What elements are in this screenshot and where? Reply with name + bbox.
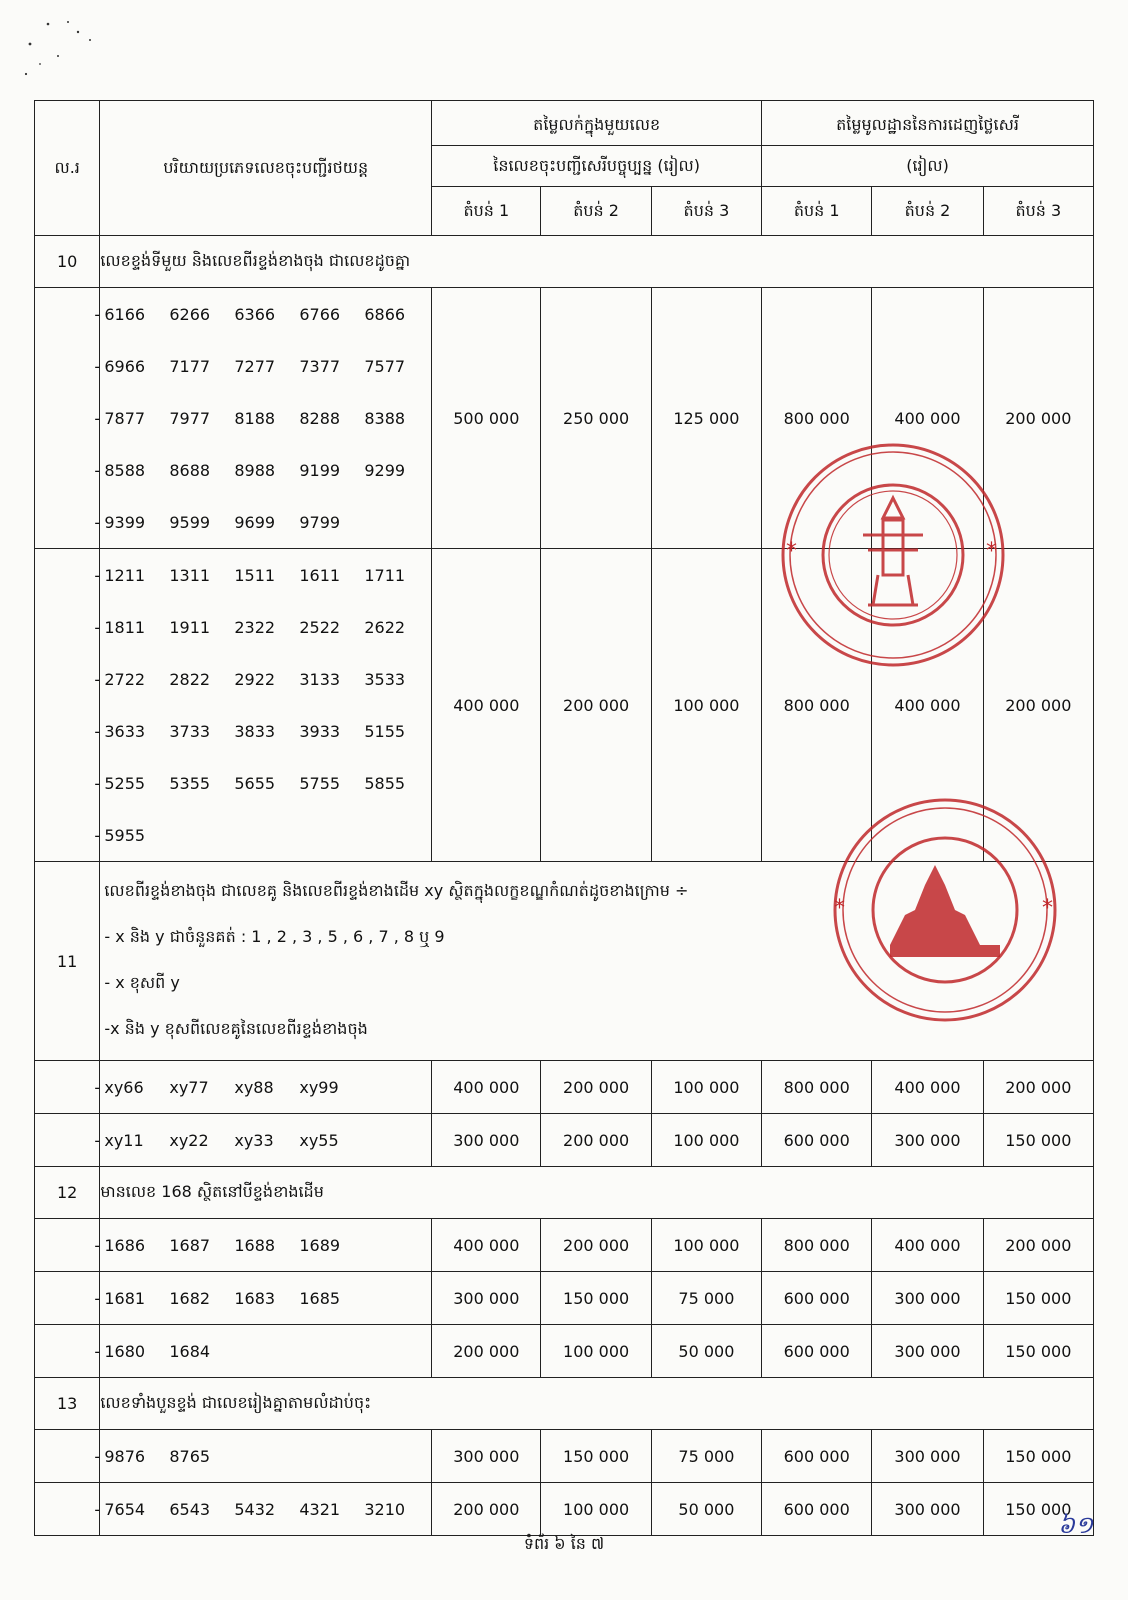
price-cell: 300 000 — [872, 1272, 983, 1325]
price-cell: 150 000 — [541, 1272, 651, 1325]
empty-index-cell — [35, 1061, 100, 1114]
plate-number: 1711 — [364, 565, 406, 585]
plate-number-line — [94, 496, 431, 548]
empty-index-cell — [35, 1483, 100, 1536]
plate-number: 9799 — [299, 512, 341, 532]
price-cell: 600 000 — [762, 1272, 872, 1325]
plate-number: 6866 — [364, 304, 406, 324]
plate-numbers-cell — [94, 1325, 432, 1378]
plate-number: 1211 — [104, 565, 146, 585]
plate-number: 1511 — [234, 565, 276, 585]
plate-number-line — [94, 1430, 431, 1482]
plate-number: 2722 — [104, 669, 146, 689]
plate-number: 7654 — [104, 1499, 146, 1519]
plate-block-row — [35, 549, 1094, 862]
plate-number: 8765 — [169, 1446, 211, 1466]
plate-number-line — [94, 757, 431, 809]
price-cell: 600 000 — [762, 1114, 872, 1167]
plate-number: 5432 — [234, 1499, 276, 1519]
plate-numbers-cell — [94, 1272, 432, 1325]
plate-number: 1685 — [299, 1288, 341, 1308]
list-dash: - — [94, 773, 101, 793]
plate-number: 6366 — [234, 304, 276, 324]
list-dash: - — [94, 1130, 101, 1150]
plate-number: 5755 — [299, 773, 341, 793]
plate-numbers-cell — [94, 549, 432, 862]
price-cell: 50 000 — [651, 1325, 761, 1378]
plate-numbers-cell — [94, 1219, 432, 1272]
group-number: 10 — [35, 236, 100, 288]
header-description: បរិយាយប្រភេទលេខចុះបញ្ជីរថយន្ត — [100, 101, 432, 236]
price-cell: 100 000 — [651, 1114, 761, 1167]
plate-number: 1689 — [299, 1235, 341, 1255]
price-cell: 50 000 — [651, 1483, 761, 1536]
group-conditions — [100, 862, 1094, 1061]
price-cell: 600 000 — [762, 1483, 872, 1536]
price-cell: 250 000 — [541, 288, 651, 549]
plate-numbers-cell — [94, 288, 432, 549]
header-current-price — [432, 101, 762, 146]
list-dash: - — [94, 669, 101, 689]
plate-number: 2922 — [234, 669, 276, 689]
plate-row — [35, 1325, 1094, 1378]
plate-number-line — [94, 444, 431, 496]
scan-specks — [18, 14, 108, 88]
plate-number: 6966 — [104, 356, 146, 376]
plate-number-line — [94, 1219, 431, 1271]
plate-number: xy66 — [104, 1077, 144, 1097]
group-header-row — [35, 236, 1094, 288]
price-cell: 500 000 — [432, 288, 541, 549]
plate-number: 9399 — [104, 512, 146, 532]
group-title: មានលេខ 168 ស្ថិតនៅបីខ្ទង់ខាងដើម — [100, 1167, 1094, 1219]
conditions-text — [100, 862, 1093, 1060]
plate-number: xy55 — [299, 1130, 339, 1150]
price-cell: 150 000 — [541, 1430, 651, 1483]
condition-line: - x និង y ជាចំនួនគត់ : 1 , 2 , 3 , 5 , 6 , 7 , 8 ឬ 9 — [104, 927, 445, 946]
price-cell: 200 000 — [983, 549, 1093, 862]
group-header-row — [35, 1378, 1094, 1430]
price-cell: 300 000 — [432, 1272, 541, 1325]
plate-number: 1686 — [104, 1235, 146, 1255]
plate-number: 9299 — [364, 460, 406, 480]
zone-header: តំបន់ 1 — [762, 187, 872, 236]
plate-number: 8288 — [299, 408, 341, 428]
list-dash: - — [94, 1341, 101, 1361]
scan-specks-svg — [18, 14, 108, 84]
empty-index-cell — [35, 1325, 100, 1378]
seal-star-left: * — [834, 896, 845, 921]
plate-number: 4321 — [299, 1499, 341, 1519]
handwritten-mark: ៦១ — [1058, 1511, 1094, 1539]
price-cell: 100 000 — [651, 1219, 761, 1272]
plate-number: 1611 — [299, 565, 341, 585]
price-cell: 400 000 — [872, 1219, 983, 1272]
price-cell: 300 000 — [872, 1114, 983, 1167]
plate-number-line — [94, 1114, 431, 1166]
plate-number: 1311 — [169, 565, 211, 585]
plate-numbers-cell — [94, 1114, 432, 1167]
plate-number: 1687 — [169, 1235, 211, 1255]
price-cell: 200 000 — [541, 1114, 651, 1167]
empty-index-cell — [35, 1430, 100, 1483]
plate-number-line — [94, 705, 431, 757]
plate-numbers-cell — [94, 1430, 432, 1483]
plate-number: 3633 — [104, 721, 146, 741]
plate-number-line — [94, 1325, 431, 1377]
price-cell: 100 000 — [651, 1061, 761, 1114]
plate-number: xy99 — [299, 1077, 339, 1097]
price-cell: 300 000 — [432, 1114, 541, 1167]
list-dash: - — [94, 512, 101, 532]
plate-number-line — [94, 1061, 431, 1113]
plate-number-line — [94, 392, 431, 444]
plate-number: 9599 — [169, 512, 211, 532]
list-dash: - — [94, 356, 101, 376]
plate-number: 8588 — [104, 460, 146, 480]
list-dash: - — [94, 1288, 101, 1308]
plate-number-line — [94, 809, 431, 861]
price-cell: 800 000 — [762, 1061, 872, 1114]
plate-number: 7577 — [364, 356, 406, 376]
plate-number: 2622 — [364, 617, 406, 637]
zone-header: តំបន់ 3 — [983, 187, 1093, 236]
header-auction-price — [762, 101, 1094, 146]
plate-row — [35, 1061, 1094, 1114]
price-cell: 400 000 — [432, 1061, 541, 1114]
price-cell: 100 000 — [541, 1483, 651, 1536]
price-cell: 100 000 — [651, 549, 761, 862]
empty-index-cell — [35, 1272, 100, 1325]
plate-number: 1680 — [104, 1341, 146, 1361]
price-cell: 200 000 — [432, 1325, 541, 1378]
plate-number: 1683 — [234, 1288, 276, 1308]
list-dash: - — [94, 408, 101, 428]
group-number: 13 — [35, 1378, 100, 1430]
plate-number-line — [94, 340, 431, 392]
price-cell: 75 000 — [651, 1272, 761, 1325]
header-auction-price-line1: តម្លៃមូលដ្ឋាននៃការដេញថ្លៃសេរី — [836, 115, 1019, 134]
price-cell: 200 000 — [541, 549, 651, 862]
list-dash: - — [94, 825, 101, 845]
plate-number: 6266 — [169, 304, 211, 324]
list-dash: - — [94, 721, 101, 741]
plate-number: 9699 — [234, 512, 276, 532]
price-cell: 800 000 — [762, 288, 872, 549]
price-cell: 150 000 — [983, 1325, 1093, 1378]
seal-star-right: * — [1042, 896, 1053, 921]
plate-number: 3533 — [364, 669, 406, 689]
plate-number: 8988 — [234, 460, 276, 480]
empty-index-cell — [35, 1219, 100, 1272]
header-current-price-line1: តម្លៃលក់ក្នុងមួយលេខ — [533, 115, 661, 134]
price-cell: 200 000 — [983, 288, 1093, 549]
plate-number: 9876 — [104, 1446, 146, 1466]
price-cell: 400 000 — [872, 288, 983, 549]
plate-number: 5155 — [364, 721, 406, 741]
plate-number: 8688 — [169, 460, 211, 480]
plate-number: 5255 — [104, 773, 146, 793]
empty-index-cell — [35, 1114, 100, 1167]
price-cell: 300 000 — [432, 1430, 541, 1483]
price-cell: 200 000 — [983, 1219, 1093, 1272]
price-cell: 600 000 — [762, 1325, 872, 1378]
price-cell: 800 000 — [762, 549, 872, 862]
group-header-row — [35, 1167, 1094, 1219]
list-dash: - — [94, 1235, 101, 1255]
plate-number: 7177 — [169, 356, 211, 376]
plate-row — [35, 1114, 1094, 1167]
plate-number: 1688 — [234, 1235, 276, 1255]
condition-line: លេខពីរខ្ទង់ខាងចុង ជាលេខគូ និងលេខពីរខ្ទង់ខាងដើម xy ស្ថិតក្នុងលក្ខខណ្ឌកំណត់ដូចខាងក្រោម ÷ — [104, 881, 689, 900]
list-dash: - — [94, 1077, 101, 1097]
plate-number: 8388 — [364, 408, 406, 428]
plate-number: 1681 — [104, 1288, 146, 1308]
price-cell: 300 000 — [872, 1483, 983, 1536]
price-cell: 150 000 — [983, 1430, 1093, 1483]
list-dash: - — [94, 1446, 101, 1466]
group-header-row — [35, 862, 1094, 1061]
plate-number: 7977 — [169, 408, 211, 428]
plate-number: xy22 — [169, 1130, 209, 1150]
header-row-1 — [35, 101, 1094, 146]
price-cell: 200 000 — [983, 1061, 1093, 1114]
list-dash: - — [94, 1499, 101, 1519]
price-cell: 400 000 — [872, 549, 983, 862]
price-cell: 75 000 — [651, 1430, 761, 1483]
plate-number: 9199 — [299, 460, 341, 480]
plate-number: 2322 — [234, 617, 276, 637]
condition-line: - x ខុសពី y — [104, 973, 180, 992]
price-cell: 300 000 — [872, 1325, 983, 1378]
plate-number: 6166 — [104, 304, 146, 324]
zone-header: តំបន់ 3 — [651, 187, 761, 236]
plate-number: xy77 — [169, 1077, 209, 1097]
price-cell: 200 000 — [541, 1219, 651, 1272]
plate-row — [35, 1483, 1094, 1536]
header-current-price-sub: នៃលេខចុះបញ្ជីសេរីបច្ចុប្បន្ន (រៀល) — [432, 146, 762, 187]
plate-number: 6543 — [169, 1499, 211, 1519]
group-title: លេខទាំងបួនខ្ទង់ ជាលេខរៀងគ្នាតាមលំដាប់ចុះ — [100, 1378, 1094, 1430]
price-cell: 150 000 — [983, 1114, 1093, 1167]
zone-header: តំបន់ 2 — [541, 187, 651, 236]
list-dash: - — [94, 617, 101, 637]
price-cell: 800 000 — [762, 1219, 872, 1272]
price-cell: 150 000 — [983, 1272, 1093, 1325]
plate-row — [35, 1219, 1094, 1272]
price-cell: 400 000 — [432, 1219, 541, 1272]
price-cell: 125 000 — [651, 288, 761, 549]
plate-number: 5355 — [169, 773, 211, 793]
plate-number: 3933 — [299, 721, 341, 741]
header-no: ល.រ — [35, 101, 100, 236]
plate-number: 6766 — [299, 304, 341, 324]
plate-row — [35, 1272, 1094, 1325]
plate-number: 2822 — [169, 669, 211, 689]
price-cell: 100 000 — [541, 1325, 651, 1378]
plate-number: xy11 — [104, 1130, 144, 1150]
plate-number: 3133 — [299, 669, 341, 689]
plate-number: 5655 — [234, 773, 276, 793]
group-number: 12 — [35, 1167, 100, 1219]
zone-header: តំបន់ 1 — [432, 187, 541, 236]
plate-number: 3210 — [364, 1499, 406, 1519]
plate-number-line — [94, 1483, 431, 1535]
group-title: លេខខ្ទង់ទីមួយ និងលេខពីរខ្ទង់ខាងចុង ជាលេខដូចគ្នា — [100, 236, 1094, 288]
seal-star-left: * — [786, 539, 797, 564]
plate-number: 7277 — [234, 356, 276, 376]
group-number: 11 — [35, 862, 100, 1061]
list-dash: - — [94, 304, 101, 324]
plate-row — [35, 1430, 1094, 1483]
empty-index-cell — [35, 549, 100, 862]
plate-number: 3733 — [169, 721, 211, 741]
price-table — [34, 100, 1094, 1536]
plate-number: 8188 — [234, 408, 276, 428]
condition-line: -x និង y ខុសពីលេខគូនៃលេខពីរខ្ទង់ខាងចុង — [104, 1019, 368, 1038]
empty-index-cell — [35, 288, 100, 549]
price-cell: 400 000 — [872, 1061, 983, 1114]
plate-numbers-cell — [94, 1061, 432, 1114]
price-cell: 150 000 — [983, 1483, 1093, 1536]
plate-number-line — [94, 288, 431, 340]
plate-numbers-cell — [94, 1483, 432, 1536]
plate-number-line — [94, 601, 431, 653]
plate-number: 3833 — [234, 721, 276, 741]
plate-number: 1811 — [104, 617, 146, 637]
page-footer: ទំព័រ ៦ នៃ ៧ — [523, 1534, 605, 1553]
plate-number: 1684 — [169, 1341, 211, 1361]
plate-number: 1911 — [169, 617, 211, 637]
header-auction-price-sub: (រៀល) — [762, 146, 1094, 187]
price-cell: 300 000 — [872, 1430, 983, 1483]
plate-number: xy33 — [234, 1130, 274, 1150]
list-dash: - — [94, 460, 101, 480]
plate-number-line — [94, 653, 431, 705]
plate-number: 7877 — [104, 408, 146, 428]
plate-number: 2522 — [299, 617, 341, 637]
plate-block-row — [35, 288, 1094, 549]
plate-number: 7377 — [299, 356, 341, 376]
plate-number: 1682 — [169, 1288, 211, 1308]
price-cell: 200 000 — [432, 1483, 541, 1536]
price-cell: 400 000 — [432, 549, 541, 862]
plate-number: xy88 — [234, 1077, 274, 1097]
price-cell: 600 000 — [762, 1430, 872, 1483]
plate-number-line — [94, 549, 431, 601]
zone-header: តំបន់ 2 — [872, 187, 983, 236]
price-cell: 200 000 — [541, 1061, 651, 1114]
list-dash: - — [94, 565, 101, 585]
seal-star-right: * — [986, 539, 997, 564]
plate-number-line — [94, 1272, 431, 1324]
plate-number: 5855 — [364, 773, 406, 793]
plate-number: 5955 — [104, 825, 146, 845]
